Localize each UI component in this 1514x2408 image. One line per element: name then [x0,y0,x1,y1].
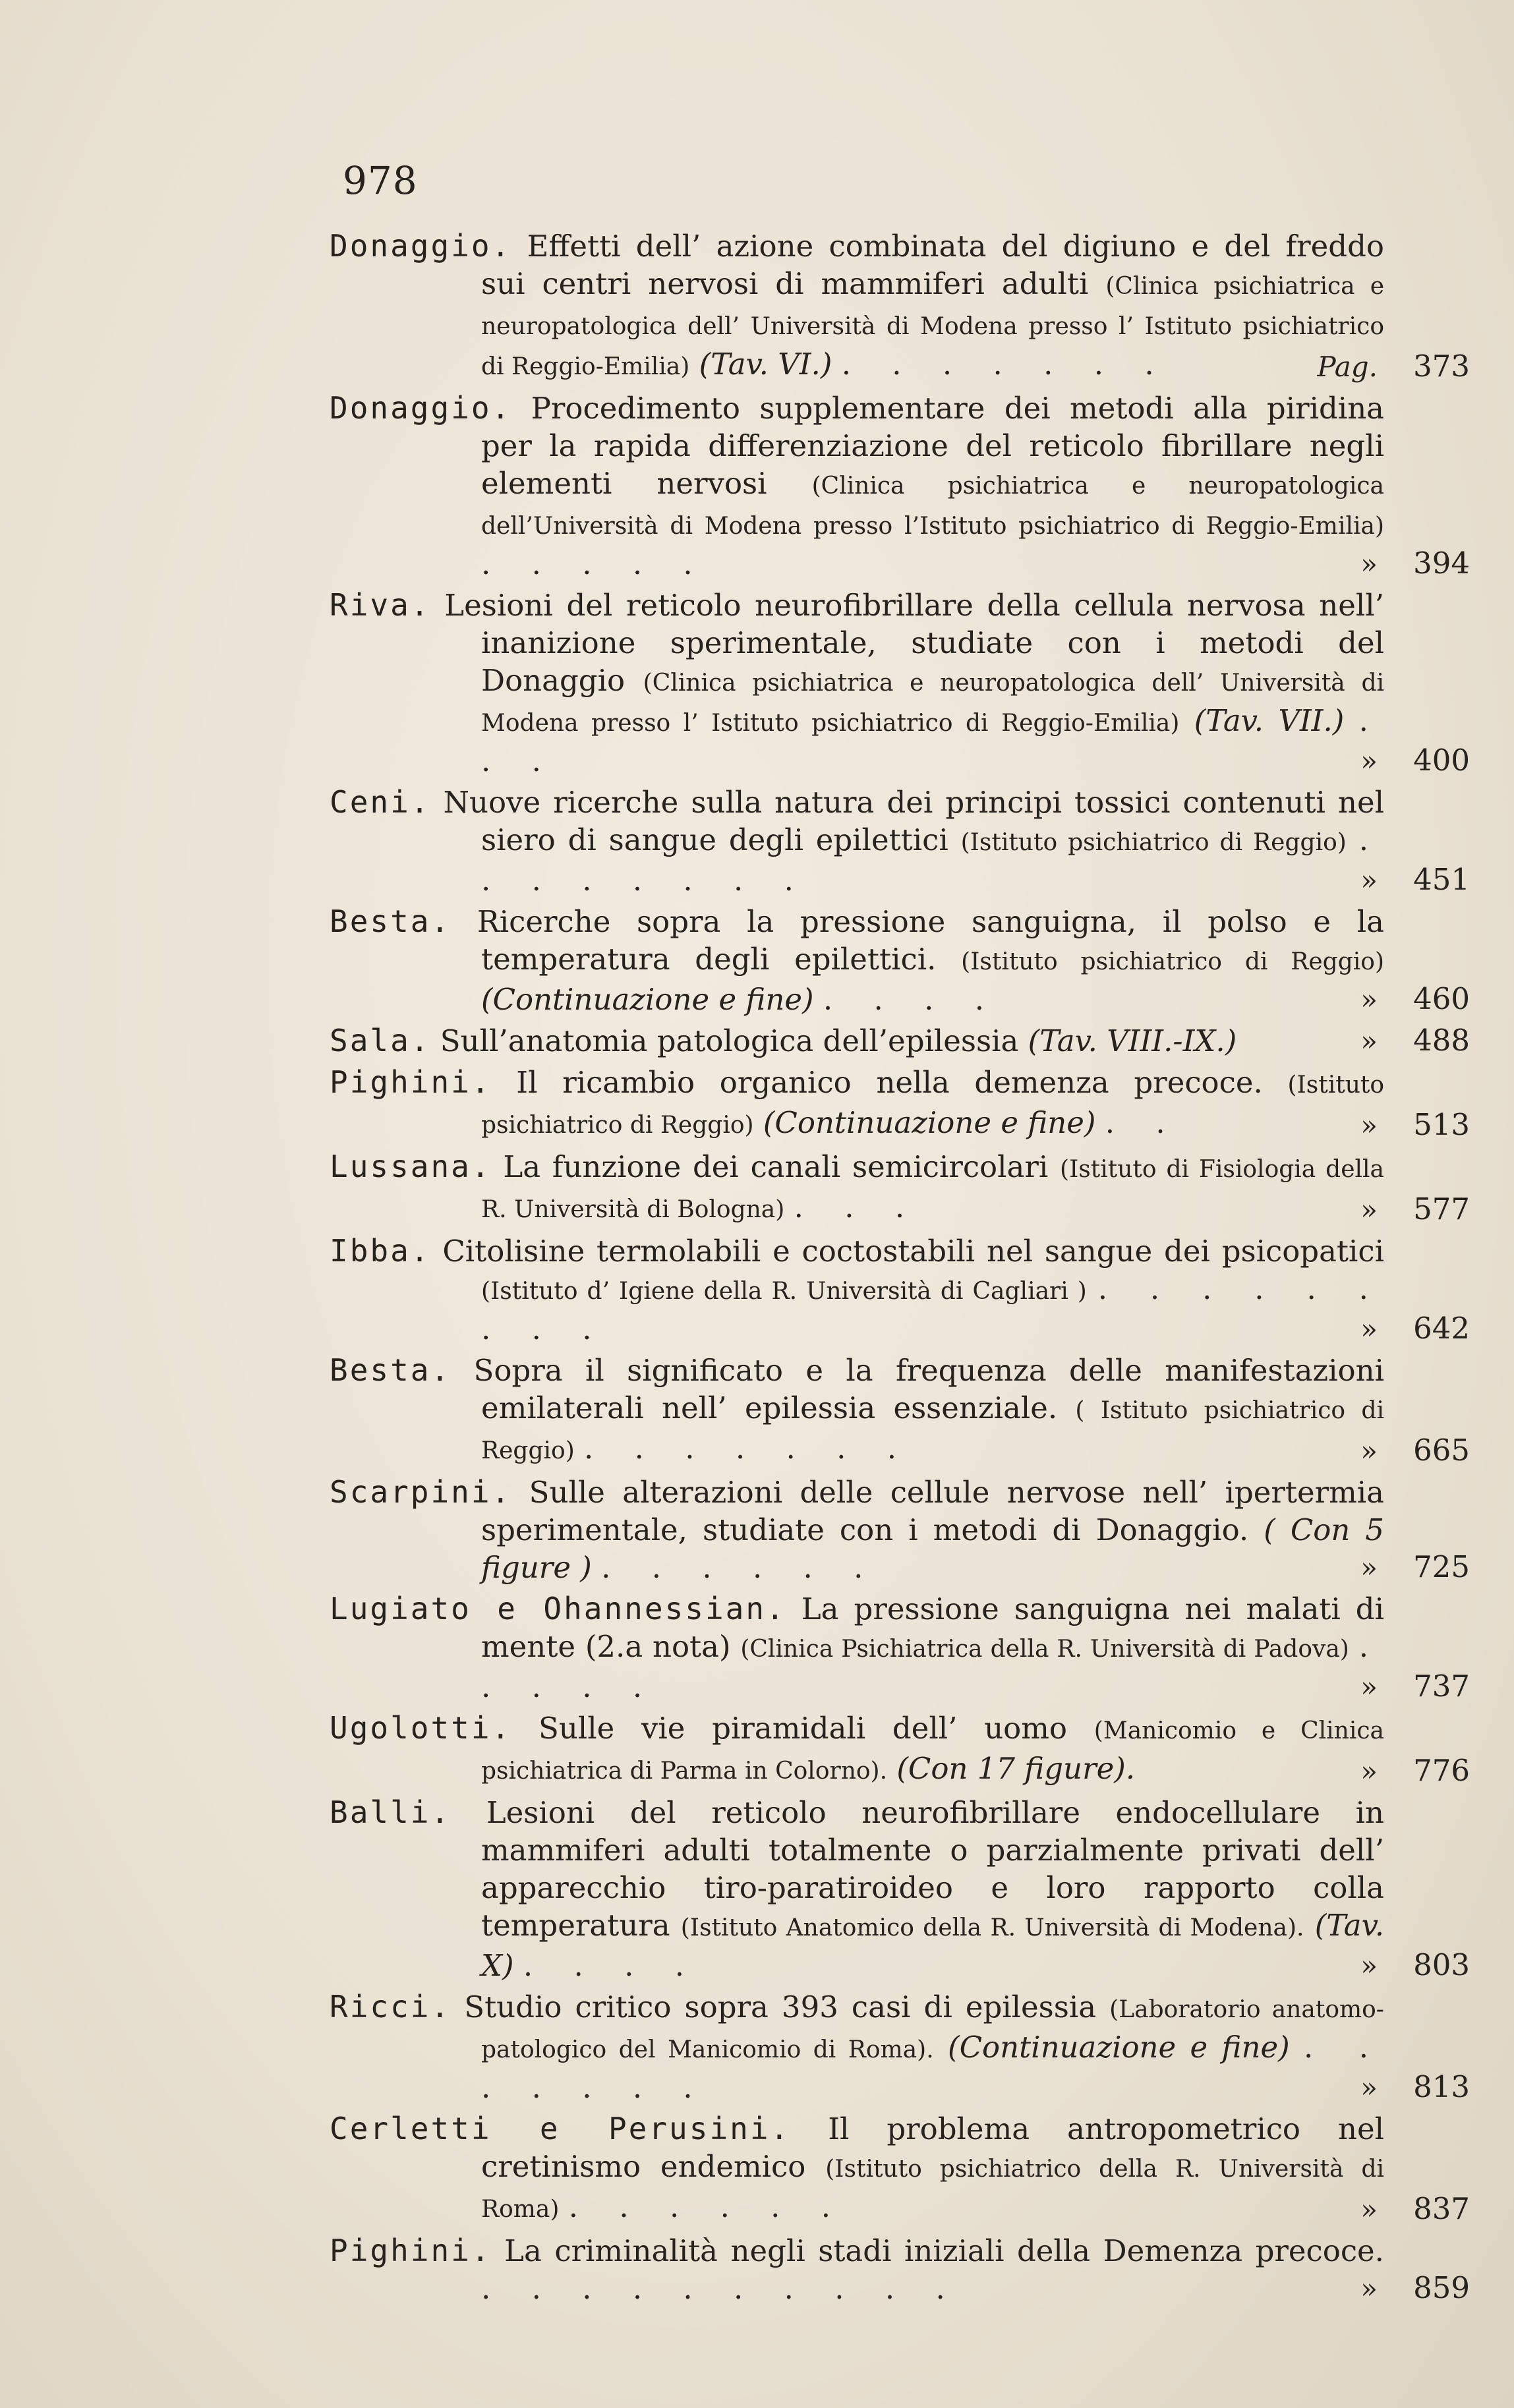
entry-institution: (Clinica psichiatrica e neuropatologica dell’Università di Modena presso l’Istituto psichiatrico di Reggio-Emilia) [481,473,1384,540]
toc-entry [330,389,1476,583]
entry-text [330,1988,1384,2106]
entry-author: Sala. [330,1023,431,1058]
entry-text [330,2110,1384,2228]
entry-institution: (Clinica Psichiatrica della R. Università di Padova) [740,1636,1349,1663]
entry-page-ref [1298,1021,1470,1060]
entry-institution: (Istituto psichiatrico di Reggio) [960,829,1347,856]
entry-title: Sull’anatomia patologica dell’epilessia [440,1023,1019,1058]
entry-text [330,227,1384,386]
entry-page: 737 [1413,1669,1470,1704]
entry-page-ref [1298,980,1470,1018]
entry-author: Ibba. [330,1233,431,1269]
entry-page-ref [1298,2269,1470,2307]
entry-text [330,587,1384,780]
entry-author: Balli. [330,1794,451,1830]
toc-entry [330,1794,1476,1984]
toc-entry [330,1709,1476,1790]
dot-leader: . . . . . . . [584,1431,913,1466]
entry-page-ref [1298,1946,1470,1984]
toc-entry [330,903,1476,1018]
entry-author: Pighini. [330,2233,492,2268]
entry-text [330,1064,1384,1144]
entry-institution: (Istituto Anatomico della R. Università di Modena). [680,1914,1304,1941]
entry-page: 859 [1413,2270,1470,2305]
entry-title: Procedimento supplementare dei metodi alla piridina per la rapida differenziazione del reticolo fibrillare negli elementi nervosi [481,391,1385,501]
entry-text [330,389,1384,583]
entry-page-ref [1298,861,1470,899]
dot-leader: . . . . . [481,1629,1384,1704]
entry-page: 460 [1413,981,1470,1016]
entry-page-mark: » [1360,1025,1378,1057]
toc-entry [330,1022,1476,1060]
entry-page: 400 [1413,743,1470,778]
entry-institution: (Istituto di Fisiologia della R. Università di Bologna) [481,1156,1384,1223]
entry-page-mark: » [1360,1755,1378,1787]
entry-author: Pighini. [330,1064,492,1100]
entry-institution: (Istituto psichiatrico della R. Università di Roma) [481,2156,1384,2223]
dot-leader: . . . . . . [568,2189,847,2224]
toc-entry [330,1232,1476,1348]
entry-page-ref [1298,1431,1470,1470]
toc-entry [330,1988,1476,2106]
entry-text [330,784,1384,899]
entry-page-ref [1298,2190,1470,2228]
entry-page-mark: » [1360,1313,1378,1345]
entry-plate: (Con 17 figure). [896,1751,1136,1786]
entry-page-mark: Pag. [1317,351,1378,383]
toc-entry [330,227,1476,386]
entry-institution: (Clinica psichiatrica e neuropatologica dell’ Università di Modena presso l’ Istituto psichiatrico di Reggio-Emilia) [481,670,1384,737]
entry-page-ref [1298,347,1470,386]
entry-text [330,1590,1384,1706]
entry-page-mark: » [1360,1109,1378,1141]
entry-text [330,1352,1384,1470]
dot-leader: . . . . [823,982,1001,1017]
entry-page-mark: » [1360,2071,1378,2104]
entry-institution: (Istituto d’ Igiene della R. Università di Cagliari ) [481,1278,1087,1305]
entry-title: Lesioni del reticolo neurofibrillare della cellula nervosa nell’ inanizione sperimentale, studiate con i metodi del Donaggio [444,588,1384,698]
entry-author: Besta. [330,903,451,939]
dot-leader: . . . . . . . [841,347,1170,382]
entry-text [330,1474,1384,1586]
dot-leader: . . . . . . . . [481,822,1384,898]
entry-title: Nuove ricerche sulla natura dei principi tossici contenuti nel siero di sangue degli epilettici [443,785,1384,857]
entry-page: 642 [1413,1311,1470,1346]
entry-page-mark: » [1360,2193,1378,2225]
entry-page-ref [1298,2068,1470,2106]
entry-text [330,1148,1384,1228]
dot-leader: . . . . [523,1948,701,1983]
entry-page-mark: » [1360,745,1378,777]
entry-page-mark: » [1360,864,1378,896]
entry-plate: (Continuazione e fine) [948,2030,1290,2065]
entry-title: La funzione dei canali semicircolari [503,1149,1049,1184]
entry-page: 394 [1413,546,1470,581]
entry-author: Donaggio. [330,390,512,426]
dot-leader: . . . . . . . . . . [481,2271,961,2306]
entry-author: Donaggio. [330,228,512,264]
entry-page-mark: » [1360,2272,1378,2305]
dot-leader: . . [1105,1105,1181,1140]
entry-institution: (Istituto psichiatrico di Reggio) [961,948,1384,975]
toc-entry [330,587,1476,780]
entry-institution: (Clinica psichiatrica e neuropatologica dell’ Università di Modena presso l’ Istituto psichiatrico di Reggio-Emilia) [481,273,1384,380]
entry-page-ref [1298,1752,1470,1790]
entry-author: Ricci. [330,1989,451,2024]
entry-title: Il problema antropometrico nel cretinismo endemico [481,2111,1384,2184]
entry-page: 665 [1413,1433,1470,1468]
entry-plate: ( Con 5 figure ) [481,1512,1384,1585]
entry-title: Sulle alterazioni delle cellule nervose nell’ ipertermia sperimentale, studiate con i metodi di Donaggio. [481,1475,1384,1547]
dot-leader: . . . . . . [601,1550,879,1585]
entry-text [330,1022,1384,1060]
entry-page-ref [1298,1309,1470,1348]
toc-entry [330,1148,1476,1228]
entry-page: 776 [1413,1753,1470,1788]
entry-page-mark: » [1360,983,1378,1016]
entry-page: 813 [1413,2069,1470,2104]
entry-page-ref [1298,1667,1470,1706]
dot-leader: . . . [481,703,1384,778]
entry-page-mark: » [1360,1193,1378,1226]
entry-institution: (Istituto psichiatrico di Reggio) [481,1072,1385,1139]
entry-author: Ugolotti. [330,1710,512,1746]
entry-author: Cerletti e Perusini. [330,2111,791,2146]
entry-title: Il ricambio organico nella demenza precoce. [516,1065,1263,1100]
dot-leader: . . . . . [481,546,709,581]
entry-plate: (Tav. VIII.-IX.) [1028,1023,1237,1058]
entry-plate: (Tav. VI.) [699,347,832,382]
entry-author: Lussana. [330,1149,492,1184]
dot-leader: . . . . . . . [481,2030,1385,2105]
entry-author: Scarpini. [330,1474,512,1510]
entry-title: La pressione sanguigna nei malati di mente (2.a nota) [481,1591,1384,1664]
entry-text [330,903,1384,1018]
entry-author: Besta. [330,1352,451,1388]
entry-page-mark: » [1360,1435,1378,1467]
entry-page: 725 [1413,1549,1470,1584]
entry-title: Citolisine termolabili e coctostabili nel sangue dei psicopatici [442,1234,1384,1269]
entry-page-ref [1298,544,1470,583]
entry-institution: ( Istituto psichiatrico di Reggio) [481,1397,1384,1464]
entry-page-mark: » [1360,548,1378,580]
entry-page: 451 [1413,862,1470,897]
toc-entry [330,1474,1476,1586]
entry-page-mark: » [1360,1949,1378,1982]
toc-entry [330,2110,1476,2228]
entry-page: 577 [1413,1191,1470,1226]
entry-institution: (Manicomio e Clinica psichiatrica di Parma in Colorno). [481,1717,1384,1785]
dot-leader: . . . . . . . . . [481,1271,1384,1346]
entry-author: Ceni. [330,784,431,820]
page-number: 978 [343,158,418,203]
toc-entry [330,784,1476,899]
entry-page: 513 [1413,1107,1470,1142]
table-of-contents [330,227,1476,2311]
entry-plate: (Continuazione e fine) [481,982,814,1017]
toc-entry [330,2232,1476,2307]
entry-title: Studio critico sopra 393 casi di epilessia [464,1990,1097,2024]
entry-author: Riva. [330,587,431,623]
entry-page-ref [1298,1190,1470,1228]
entry-author: Lugiato e Ohannessian. [330,1591,786,1626]
entry-title: La criminalità negli stadi iniziali della Demenza precoce. [504,2233,1384,2268]
entry-text [330,1232,1384,1348]
entry-page: 488 [1413,1023,1470,1058]
entry-page: 803 [1413,1947,1470,1982]
dot-leader: . . . [794,1190,921,1224]
entry-page-mark: » [1360,1551,1378,1584]
entry-page-mark: » [1360,1671,1378,1703]
entry-plate: (Tav. VII.) [1194,703,1345,738]
entry-institution: (Laboratorio anatomo-patologico del Manicomio di Roma). [481,1996,1384,2063]
entry-page-ref [1298,1548,1470,1586]
entry-plate: (Tav. X) [481,1908,1384,1983]
entry-title: Sopra il significato e la frequenza delle manifestazioni emilaterali nell’ epilessia essenziale. [473,1353,1384,1425]
entry-plate: (Continuazione e fine) [763,1105,1096,1140]
entry-page: 837 [1413,2191,1470,2226]
entry-title: Effetti dell’ azione combinata del digiuno e del freddo sui centri nervosi di mammiferi adulti [481,229,1385,301]
entry-text [330,2232,1384,2307]
toc-entry [330,1352,1476,1470]
entry-page-ref [1298,741,1470,780]
entry-text [330,1794,1384,1984]
entry-title: Lesioni del reticolo neurofibrillare endocellulare in mammiferi adulti totalmente o parzialmente privati dell’ apparecchio tiro-paratiroideo e loro rapporto colla temperatura [481,1795,1384,1943]
toc-entry [330,1590,1476,1706]
entry-page-ref [1298,1106,1470,1144]
entry-title: Ricerche sopra la pressione sanguigna, il polso e la temperatura degli epilettici. [477,904,1384,977]
entry-title: Sulle vie piramidali dell’ uomo [539,1711,1068,1746]
entry-text [330,1709,1384,1790]
entry-page: 373 [1413,349,1470,384]
toc-entry [330,1064,1476,1144]
